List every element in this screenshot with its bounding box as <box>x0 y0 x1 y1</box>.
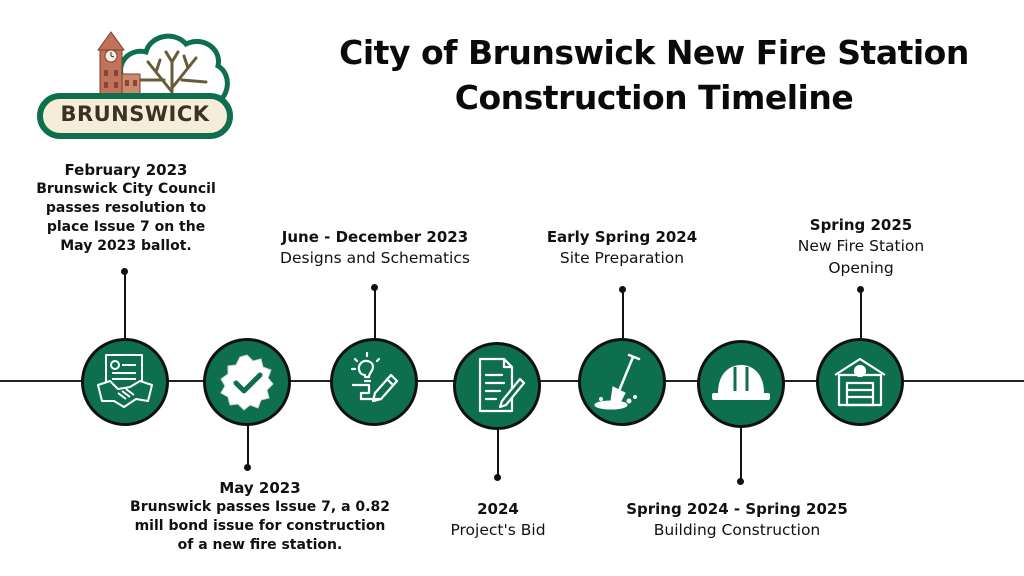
milestone-desc-line: Opening <box>828 259 894 277</box>
milestone-desc-line: Project's Bid <box>450 521 546 539</box>
logo-text: BRUNSWICK <box>60 102 210 126</box>
connector-line <box>497 428 499 476</box>
milestone-desc-line: Brunswick City Council <box>36 181 216 197</box>
milestone-date: Spring 2024 - Spring 2025 <box>626 500 848 518</box>
fire-station-icon <box>819 341 901 423</box>
document-pen-icon <box>456 345 538 427</box>
milestone-desc-line: Designs and Schematics <box>280 249 470 267</box>
milestone-label-2024 <box>418 500 578 541</box>
milestone-node-2024 <box>453 342 541 430</box>
milestone-label-may-2023 <box>130 479 390 555</box>
milestone-desc-line: passes resolution to <box>45 200 207 216</box>
milestone-node-jun-dec-2023 <box>330 338 418 426</box>
milestone-date: 2024 <box>477 500 519 518</box>
page-title <box>262 30 1024 120</box>
milestone-date: Early Spring 2024 <box>546 228 698 246</box>
shovel-dirt-icon <box>581 341 663 423</box>
connector-line <box>247 424 249 466</box>
connector-dot <box>121 268 128 275</box>
milestone-node-feb-2023 <box>81 338 169 426</box>
connector-line <box>622 290 624 338</box>
milestone-label-spring-2024-2025 <box>606 500 868 541</box>
milestone-desc-line: Brunswick passes Issue 7, a 0.82 <box>130 499 390 515</box>
title-line-2: Construction Timeline <box>454 78 854 117</box>
milestone-label-feb-2023 <box>20 161 232 256</box>
connector-dot <box>737 478 744 485</box>
connector-dot <box>371 284 378 291</box>
milestone-desc-line: New Fire Station <box>797 237 925 255</box>
connector-line <box>860 290 862 338</box>
connector-dot <box>619 286 626 293</box>
hard-hat-icon <box>700 343 782 425</box>
milestone-node-may-2023 <box>203 338 291 426</box>
milestone-desc-line: Site Preparation <box>559 249 685 267</box>
milestone-date: Spring 2025 <box>809 216 913 234</box>
connector-line <box>374 288 376 340</box>
milestone-label-spring-2025 <box>770 216 952 279</box>
milestone-date: June - December 2023 <box>281 228 469 246</box>
milestone-label-jun-dec-2023 <box>255 228 495 269</box>
milestone-node-spring-2025 <box>816 338 904 426</box>
milestone-desc-line: mill bond issue for construction <box>134 518 386 534</box>
connector-dot <box>244 464 251 471</box>
title-line-1: City of Brunswick New Fire Station <box>339 33 969 72</box>
idea-pencil-icon <box>333 341 415 423</box>
connector-dot <box>494 474 501 481</box>
milestone-desc-line: place Issue 7 on the <box>46 219 206 235</box>
connector-line <box>740 426 742 480</box>
milestone-desc-line: May 2023 ballot. <box>60 238 192 254</box>
milestone-date: May 2023 <box>219 479 301 497</box>
handshake-document-icon <box>84 341 166 423</box>
milestone-desc-line: of a new fire station. <box>177 537 343 553</box>
milestone-date: February 2023 <box>64 161 188 179</box>
milestone-desc-line: Building Construction <box>653 521 821 539</box>
milestone-node-spring-2024-2025 <box>697 340 785 428</box>
connector-line <box>124 272 126 340</box>
approval-badge-icon <box>206 341 288 423</box>
connector-dot <box>857 286 864 293</box>
milestone-node-early-spring-2024 <box>578 338 666 426</box>
milestone-label-early-spring-2024 <box>515 228 729 269</box>
